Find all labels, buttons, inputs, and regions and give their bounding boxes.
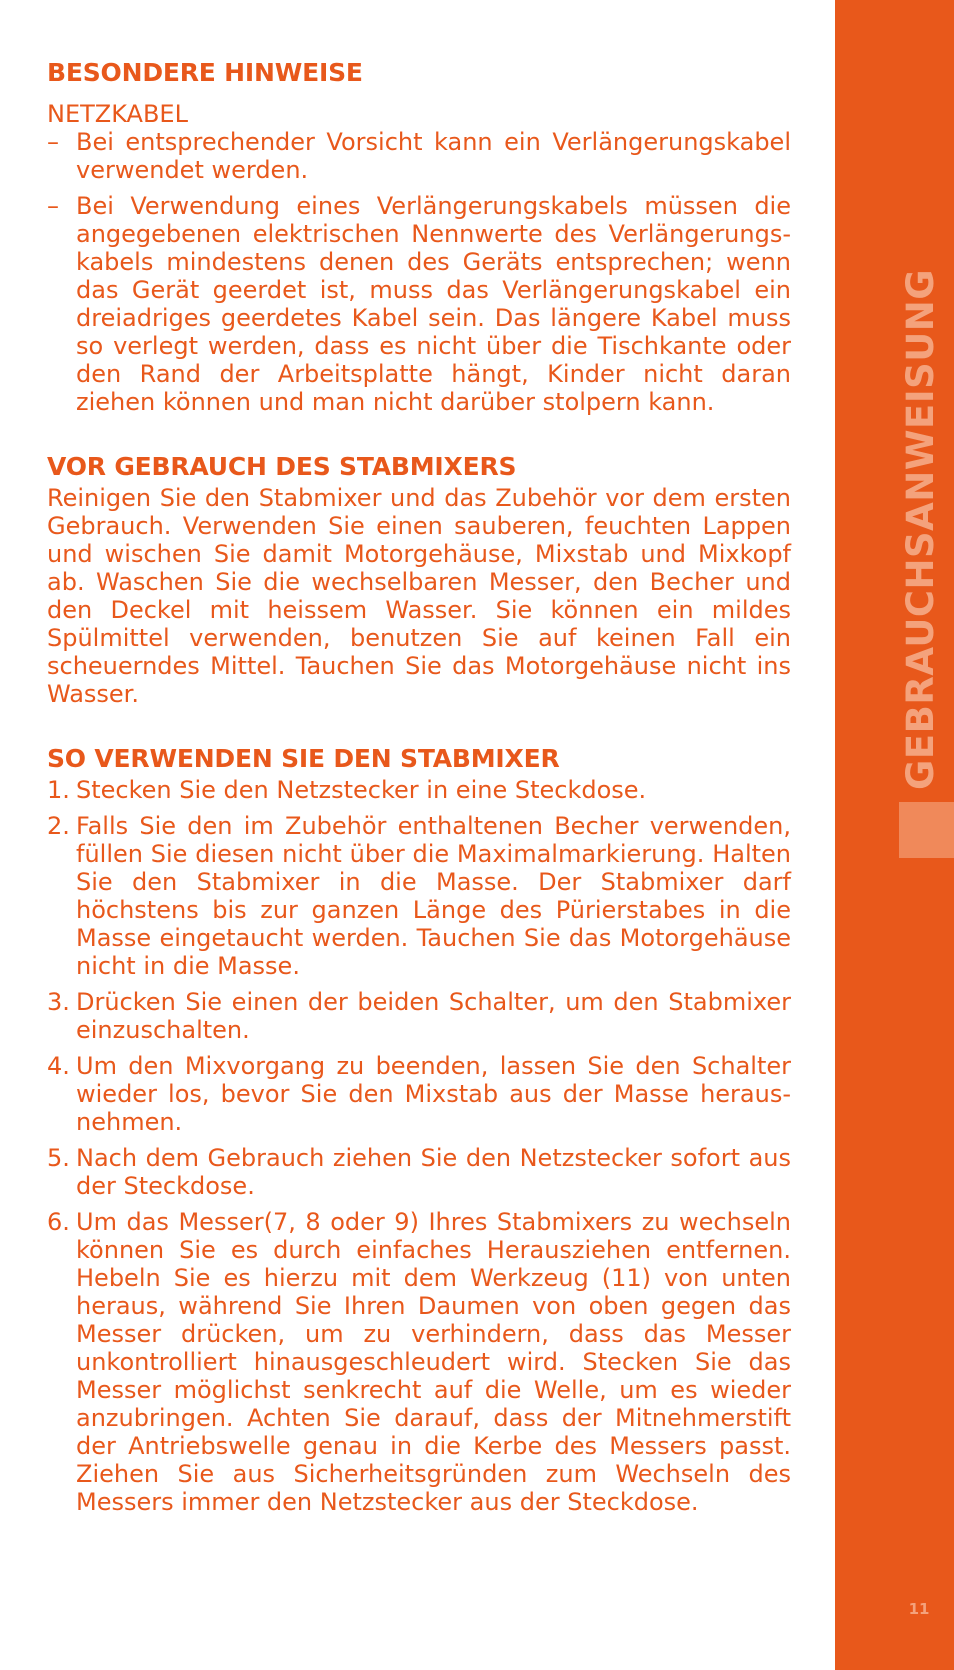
sidebar-title: GEBRAUCHSANWEISUNG [899,268,942,790]
section-title: VOR GEBRAUCH DES STABMIXERS [47,452,517,481]
list-item [47,128,791,184]
list-item-text: Bei Verwendung eines Verlängerungskabels müssen die angegebenen elektrischen Nennwerte des Verlängerungs-kabels mindestens denen des Geräts entsprechen; wenn das Gerät geerdet ist, muss das Verlängerungskabel ein dreiadriges geerdetes Kabel sein. Das längere Kabel muss so verlegt werden, dass es nicht über die Tischkante oder den Rand der Arbeitsplatte hängt, Kinder nicht daran ziehen können und man nicht darüber stolpern kann. [76,192,791,416]
step-text: Um den Mixvorgang zu beenden, lassen Sie den Schalter wieder los, bevor Sie den Mixstab aus der Masse heraus-nehmen. [76,1052,791,1136]
dash-marker: – [47,128,59,156]
list-item [47,192,791,416]
section-title: SO VERWENDEN SIE DEN STABMIXER [47,744,560,773]
step-item [47,1144,791,1200]
step-item [47,776,791,804]
page-number: 11 [908,1600,930,1618]
step-item [47,988,791,1044]
section-subtitle: NETZKABEL [47,100,188,128]
step-text: Stecken Sie den Netzstecker in eine Steckdose. [76,776,647,804]
step-number: 2. [47,812,70,840]
step-number: 4. [47,1052,70,1080]
step-number: 3. [47,988,70,1016]
list-item-text: Bei entsprechender Vorsicht kann ein Verlängerungskabel verwendet werden. [76,128,791,184]
step-number: 1. [47,776,70,804]
section-paragraph: Reinigen Sie den Stabmixer und das Zubehör vor dem ersten Gebrauch. Verwenden Sie einen sauberen, feuchten Lappen und wischen Sie damit Motorgehäuse, Mixstab und Mixkopf ab. Waschen Sie die wechselbaren Messer, den Becher und den Deckel mit heissem Wasser. Sie können ein mildes Spülmittel verwenden, benutzen Sie auf keinen Fall ein scheuerndes Mittel. Tauchen Sie das Motorgehäuse nicht ins Wasser. [47,484,791,708]
page-content [47,58,791,1524]
section-title: BESONDERE HINWEISE [47,58,363,87]
step-item [47,1208,791,1516]
steps-list [47,776,791,1516]
step-item [47,1052,791,1136]
step-item [47,812,791,980]
step-text: Falls Sie den im Zubehör enthaltenen Becher verwenden, füllen Sie diesen nicht über die Maximalmarkierung. Halten Sie den Stabmixer in die Masse. Der Stabmixer darf höchstens bis zur ganzen Länge des Pürierstabes in die Masse eingetaucht werden. Tauchen Sie das Motorgehäuse nicht in die Masse. [76,812,791,980]
step-text: Drücken Sie einen der beiden Schalter, um den Stabmixer einzuschalten. [76,988,791,1044]
sidebar [835,0,954,1670]
step-text: Um das Messer(7, 8 oder 9) Ihres Stabmixers zu wechseln können Sie es durch einfaches Herausziehen entfernen. Hebeln Sie es hierzu mit dem Werkzeug (11) von unten heraus, während Sie Ihren Daumen von oben gegen das Messer drücken, um zu verhindern, dass das Messer unkontrolliert hinausgeschleudert wird. Stecken Sie das Messer möglichst senkrecht auf die Welle, um es wieder anzubringen. Achten Sie darauf, dass der Mitnehmerstift der Antriebswelle genau in die Kerbe des Messers passt. Ziehen Sie aus Sicherheitsgründen zum Wechseln des Messers immer den Netzstecker aus der Steckdose. [76,1208,791,1516]
step-number: 5. [47,1144,70,1172]
sidebar-tab-marker [899,802,954,858]
step-text: Nach dem Gebrauch ziehen Sie den Netzstecker sofort aus der Steckdose. [76,1144,791,1200]
dash-list [47,128,791,416]
dash-marker: – [47,192,59,220]
step-number: 6. [47,1208,70,1236]
section-vor-gebrauch [47,452,791,708]
section-so-verwenden [47,744,791,1516]
section-besondere-hinweise [47,58,791,416]
